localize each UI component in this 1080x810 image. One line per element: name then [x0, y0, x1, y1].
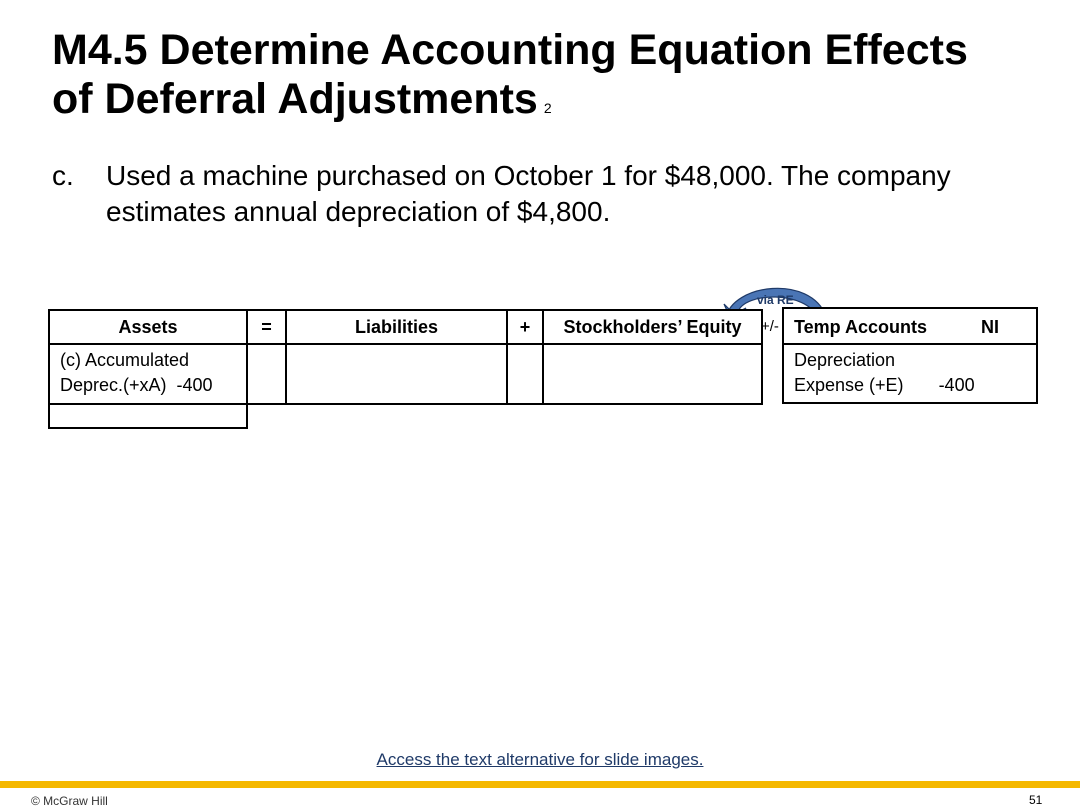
equity-entry — [542, 343, 763, 405]
temp-accounts-header — [782, 307, 1038, 345]
temp-accounts-entry — [782, 343, 1038, 404]
plus-sign: + — [506, 309, 544, 345]
copyright-notice: © McGraw Hill — [31, 794, 108, 808]
slide-title — [52, 26, 1042, 133]
title-line-2: of Deferral Adjustments — [52, 75, 538, 123]
assets-entry-line-2: Deprec.(+xA) -400 — [60, 375, 213, 395]
text-alternative-link[interactable]: Access the text alternative for slide images. — [376, 750, 704, 769]
plus-cell — [506, 343, 544, 405]
assets-entry-line-1: (c) Accumulated — [60, 350, 190, 370]
temp-entry-line-1: Depreciation — [794, 350, 896, 370]
ni-label: NI — [981, 317, 999, 337]
equals-sign: = — [246, 309, 287, 345]
list-marker: c. — [52, 160, 74, 191]
assets-entry — [48, 343, 248, 405]
assets-empty-row — [48, 403, 248, 429]
equals-cell — [246, 343, 287, 405]
footer-accent-bar — [0, 781, 1080, 788]
title-line-1: M4.5 Determine Accounting Equation Effects — [52, 26, 968, 74]
temp-entry-line-2: Expense (+E) -400 — [794, 375, 975, 395]
page-number: 51 — [1029, 793, 1043, 807]
title-superscript: 2 — [543, 100, 552, 116]
liabilities-entry — [285, 343, 508, 405]
list-item-text: Used a machine purchased on October 1 for $48,000. The company estimates annual depreciation of $4,800. — [106, 160, 951, 227]
assets-header: Assets — [48, 309, 248, 345]
equity-header: Stockholders’ Equity — [542, 309, 763, 345]
liabilities-header: Liabilities — [285, 309, 508, 345]
via-re-label: via RE — [757, 293, 794, 307]
plus-minus-label: +/- — [761, 318, 779, 335]
temp-accounts-label: Temp Accounts — [794, 317, 928, 337]
